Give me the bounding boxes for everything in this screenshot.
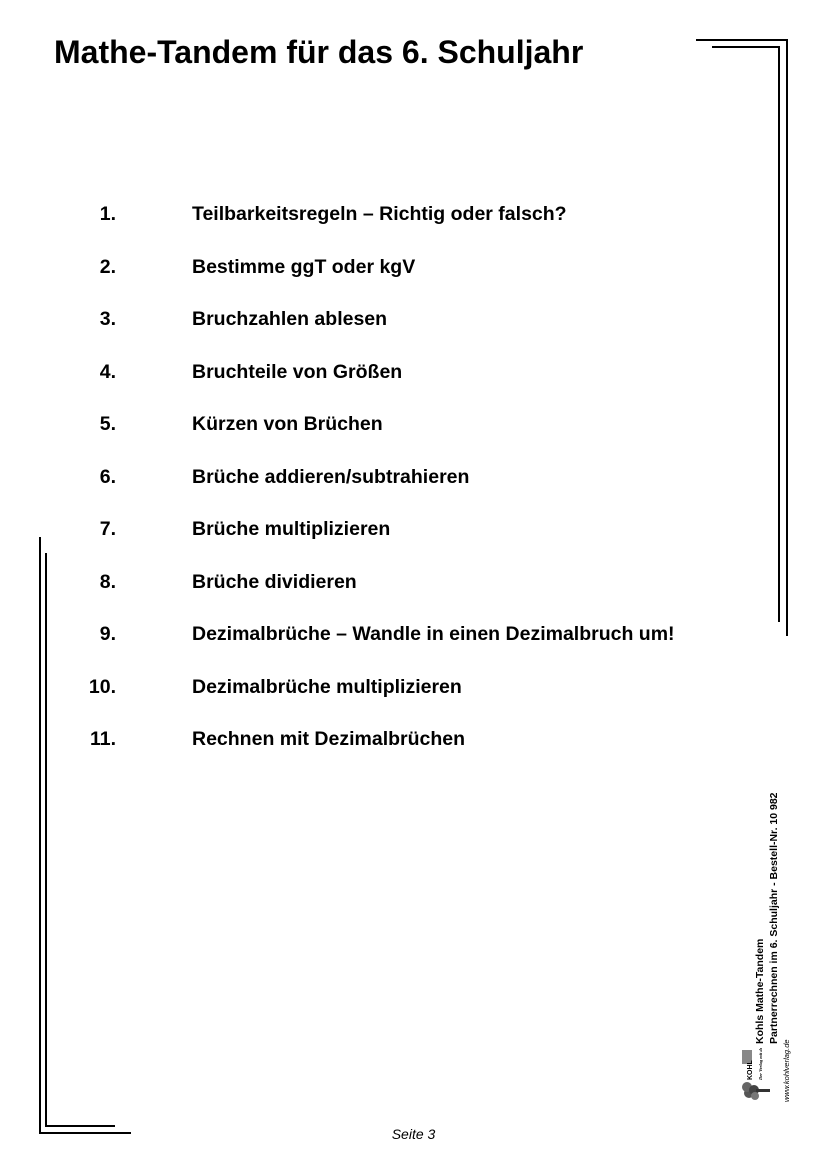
- toc-item: [0, 623, 780, 651]
- toc-item-label: Brüche multiplizieren: [192, 518, 391, 540]
- page-title: Mathe-Tandem für das 6. Schuljahr: [54, 34, 584, 70]
- toc-item-label: Brüche addieren/subtrahieren: [192, 466, 470, 488]
- toc-item-number: 11.: [89, 728, 116, 750]
- toc-item-label: Bruchteile von Größen: [192, 361, 403, 383]
- toc-item-label: Kürzen von Brüchen: [192, 413, 383, 435]
- publisher-sidebar: [740, 742, 796, 1102]
- toc-item: [0, 466, 780, 494]
- toc-item: [0, 203, 780, 231]
- toc-item: [0, 413, 780, 441]
- toc-item-label: Bruchzahlen ablesen: [192, 308, 388, 330]
- svg-text:Der Verlag mit dem Baum: Der Verlag mit dem Baum: [758, 1048, 763, 1080]
- toc-item: [0, 676, 780, 704]
- page-number: Seite 3: [391, 1126, 436, 1142]
- tree-logo-icon: [740, 1048, 774, 1102]
- toc-item-number: 10.: [88, 676, 116, 698]
- toc-item-label: Brüche dividieren: [192, 571, 357, 593]
- toc-item-number: 4.: [99, 361, 116, 383]
- toc-item-number: 3.: [99, 308, 116, 330]
- toc-item-number: 9.: [99, 623, 116, 645]
- toc-item: [0, 361, 780, 389]
- toc-item-number: 2.: [99, 256, 116, 278]
- toc-item: [0, 256, 780, 284]
- toc-item-label: Rechnen mit Dezimalbrüchen: [192, 728, 466, 750]
- toc-item-number: 1.: [99, 203, 116, 225]
- toc-item-label: Bestimme ggT oder kgV: [192, 256, 416, 278]
- toc-item-label: Dezimalbrüche – Wandle in einen Dezimalbruch um!: [192, 623, 675, 645]
- publisher-website: www.kohlverlag.de: [782, 1039, 791, 1102]
- toc-item-number: 5.: [99, 413, 116, 435]
- toc-item: [0, 518, 780, 546]
- toc-item-label: Dezimalbrüche multiplizieren: [192, 676, 462, 698]
- toc-item-label: Teilbarkeitsregeln – Richtig oder falsch?: [192, 203, 567, 225]
- publisher-sidebar-text: [740, 742, 796, 1102]
- toc-item-number: 7.: [99, 518, 116, 540]
- toc-item: [0, 728, 780, 756]
- product-title: Kohls Mathe-Tandem: [754, 938, 766, 1044]
- publisher-logo: [740, 1048, 774, 1102]
- toc-item: [0, 571, 780, 599]
- product-subtitle: Partnerrechnen im 6. Schuljahr - Bestell-Nr. 10 982: [768, 792, 780, 1044]
- svg-text:KOHL: KOHL: [747, 1060, 754, 1080]
- toc-item-number: 6.: [99, 466, 116, 488]
- toc-item-number: 8.: [99, 571, 116, 593]
- toc-item: [0, 308, 780, 336]
